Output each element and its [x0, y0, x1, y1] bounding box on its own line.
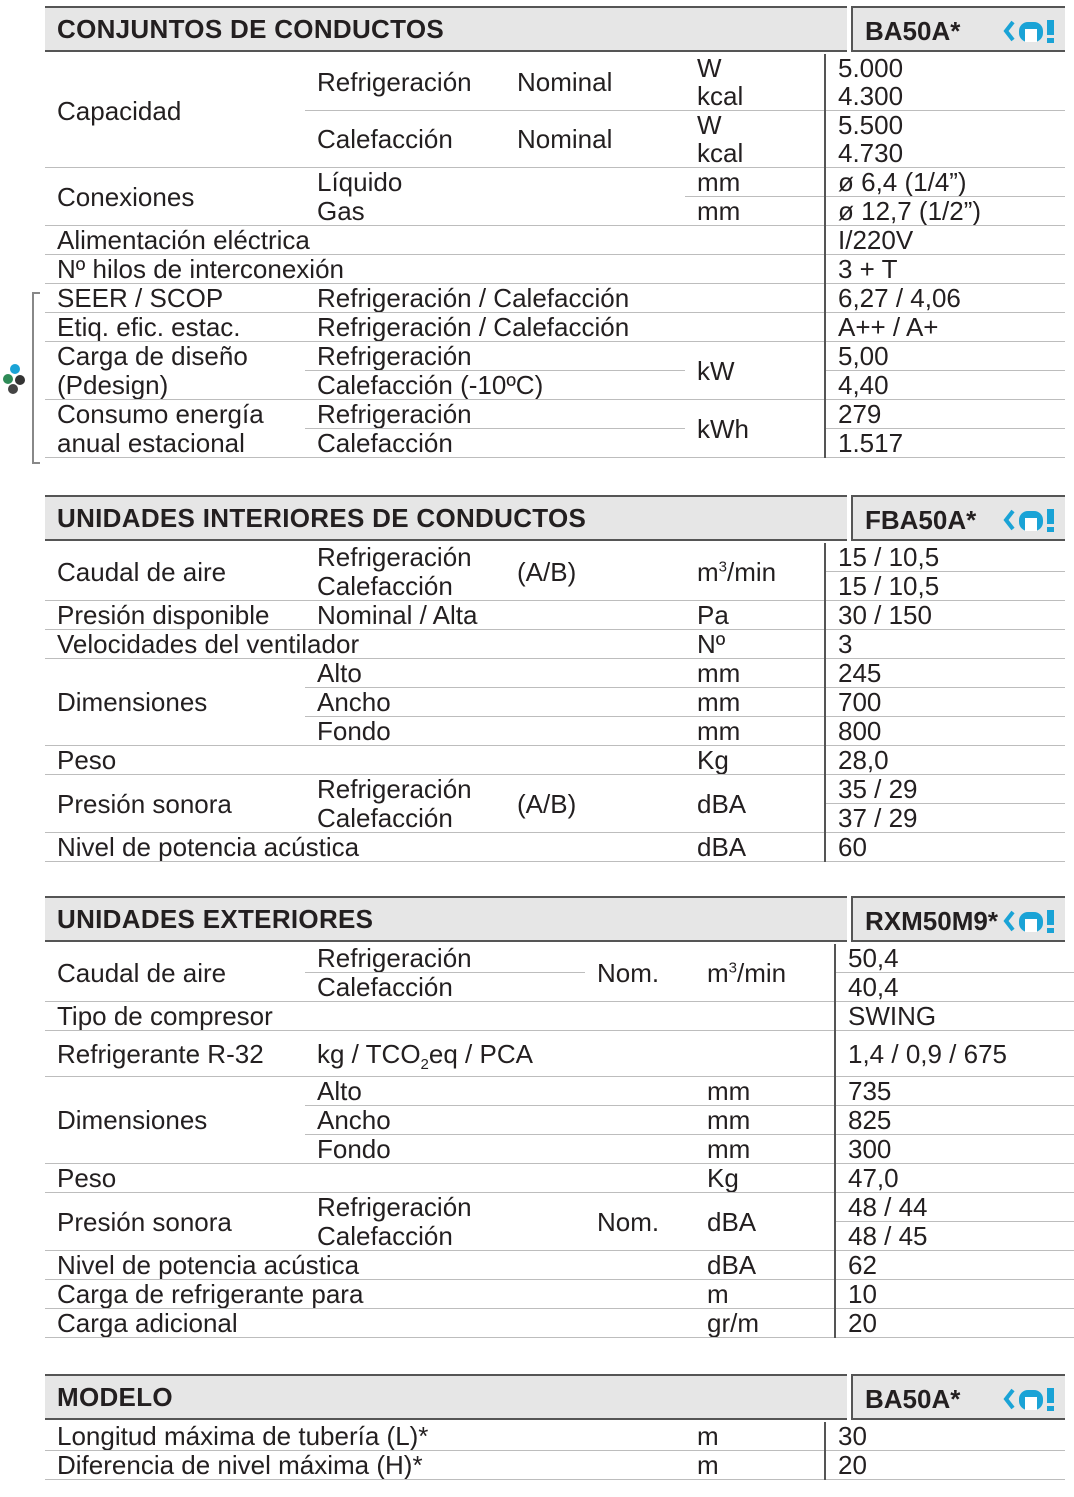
unit: m [685, 1451, 825, 1480]
model-name: BA50A* [865, 1384, 961, 1414]
row-label: (Pdesign) [45, 371, 305, 400]
sub-label: Calefacción (-10ºC) [305, 371, 685, 400]
unit: m [695, 1280, 835, 1309]
value: 1,4 / 0,9 / 675 [835, 1031, 1074, 1077]
sub-label: Nominal / Alta [305, 601, 685, 630]
row-label: Presión disponible [45, 601, 305, 630]
section-title: MODELO [45, 1374, 847, 1420]
row-label: Dimensiones [45, 1077, 305, 1164]
section-title: UNIDADES INTERIORES DE CONDUCTOS [45, 495, 847, 541]
value: 279 [825, 400, 1065, 429]
row-label: Velocidades del ventilador [45, 630, 685, 659]
model-name: RXM50M9* [865, 906, 998, 936]
model-header [851, 495, 1065, 541]
unit: kW [685, 342, 825, 400]
sub-label: Calefacción [305, 429, 685, 458]
value: 800 [825, 717, 1065, 746]
sub-label: (A/B) [505, 775, 685, 833]
unit: dBA [695, 1193, 835, 1251]
sub-label: Calefacción [305, 111, 505, 168]
row-label: Nivel de potencia acústica [45, 1251, 695, 1280]
value: 50,4 [835, 944, 1074, 973]
sub-label: Fondo [305, 717, 685, 746]
unit: dBA [685, 775, 825, 833]
row-label: Nº hilos de interconexión [45, 255, 825, 284]
value: 3 [825, 630, 1065, 659]
unit: kcal [685, 82, 825, 111]
value: 5.500 [825, 111, 1065, 140]
value: 40,4 [835, 973, 1074, 1002]
spec-table [45, 543, 1065, 862]
model-name: BA50A* [865, 16, 961, 46]
sub-label: Gas [305, 197, 685, 226]
value: ø 12,7 (1/2”) [825, 197, 1065, 226]
row-label: Carga adicional [45, 1309, 695, 1338]
value: 3 + T [825, 255, 1065, 284]
value: 48 / 45 [835, 1222, 1074, 1251]
row-label: Presión sonora [45, 775, 305, 833]
sub-label: Refrigeración [305, 400, 685, 429]
sub-label: Alto [305, 659, 685, 688]
sub-label: Refrigeración [305, 54, 505, 111]
row-label: Caudal de aire [45, 944, 305, 1002]
value: 6,27 / 4,06 [825, 284, 1065, 313]
value: 20 [835, 1309, 1074, 1338]
unit: mm [685, 197, 825, 226]
unit: W [697, 110, 722, 139]
value: 825 [835, 1106, 1074, 1135]
unit: mm [685, 659, 825, 688]
sub-label: Refrigeración [317, 543, 472, 572]
value: 20 [825, 1451, 1065, 1480]
unit: kWh [685, 400, 825, 458]
unit: Nº [685, 630, 825, 659]
row-label: Dimensiones [45, 659, 305, 746]
unit: mm [685, 688, 825, 717]
section-interiores [45, 495, 1065, 862]
unit: gr/m [695, 1309, 835, 1338]
eco-bracket [32, 292, 40, 464]
sub-label: Fondo [305, 1135, 695, 1164]
unit: mm [685, 168, 825, 197]
value: 4.300 [825, 82, 1065, 111]
value: 60 [825, 833, 1065, 862]
value: 5,00 [825, 342, 1065, 371]
row-label: Refrigerante R-32 [45, 1031, 305, 1077]
sub-label: Nominal [505, 54, 685, 111]
brand-logo-icon [1003, 16, 1059, 46]
unit: mm [695, 1106, 835, 1135]
section-title: UNIDADES EXTERIORES [45, 896, 847, 942]
row-label: Etiq. efic. estac. [45, 313, 305, 342]
model-header [851, 1374, 1065, 1420]
brand-logo-icon [1003, 505, 1059, 535]
unit: Kg [685, 746, 825, 775]
value: 245 [825, 659, 1065, 688]
unit: Pa [685, 601, 825, 630]
row-label: Conexiones [45, 168, 305, 226]
value: 35 / 29 [825, 775, 1065, 804]
unit: $m^3/\min$ [695, 944, 835, 1002]
row-label: Alimentación eléctrica [45, 226, 825, 255]
brand-logo-icon [1003, 906, 1059, 936]
sub-label: Ancho [305, 1106, 695, 1135]
row-label: Consumo energía [57, 399, 264, 429]
row-label: Carga de refrigerante para [45, 1280, 695, 1309]
sub-label: Refrigeración [317, 774, 472, 804]
sub-label: Refrigeración / Calefacción [305, 313, 825, 342]
value: 62 [835, 1251, 1074, 1280]
value: 15 / 10,5 [825, 572, 1065, 601]
value: 48 / 44 [835, 1193, 1074, 1222]
unit: Kg [695, 1164, 835, 1193]
value: 735 [835, 1077, 1074, 1106]
row-label: anual estacional [45, 429, 305, 458]
sub-label: Refrigeración [317, 1192, 472, 1222]
row-label: Diferencia de nivel máxima (H)* [45, 1451, 685, 1480]
sub-label: Calefacción [305, 973, 585, 1002]
row-label: Carga de diseño [57, 341, 248, 371]
row-label: Capacidad [45, 54, 305, 168]
sub-label: Calefacción [305, 804, 505, 833]
row-label: Peso [45, 746, 685, 775]
value: SWING [835, 1002, 1074, 1031]
sub-label: Refrigeración [305, 944, 585, 973]
brand-logo-icon [1003, 1384, 1059, 1414]
value: 15 / 10,5 [825, 543, 1065, 572]
value: 28,0 [825, 746, 1065, 775]
value: 4,40 [825, 371, 1065, 400]
value: 4.730 [825, 139, 1065, 168]
model-header [851, 6, 1065, 52]
unit: mm [695, 1135, 835, 1164]
spec-table [45, 1422, 1065, 1480]
spec-table [45, 54, 1065, 458]
section-modelo [45, 1374, 1065, 1480]
sub-label: Refrigeración / Calefacción [305, 284, 825, 313]
value: 5.000 [825, 54, 1065, 82]
value: 37 / 29 [825, 804, 1065, 833]
spec-table [45, 944, 1074, 1338]
unit: dBA [695, 1251, 835, 1280]
value: 1.517 [825, 429, 1065, 458]
value: 30 / 150 [825, 601, 1065, 630]
row-label: Caudal de aire [45, 543, 305, 601]
sub-label: (A/B) [505, 543, 685, 601]
unit: m [685, 1422, 825, 1451]
sub-label: Nom. [585, 944, 695, 1002]
sub-label: Calefacción [305, 1222, 585, 1251]
section-conjuntos [45, 6, 1065, 458]
sub-label: Nominal [505, 111, 685, 168]
section-title: CONJUNTOS DE CONDUCTOS [45, 6, 847, 52]
unit: mm [695, 1077, 835, 1106]
value: 700 [825, 688, 1065, 717]
row-label: Longitud máxima de tubería (L)* [45, 1422, 685, 1451]
value: A++ / A+ [825, 313, 1065, 342]
sub-label: Alto [305, 1077, 695, 1106]
sub-label: Líquido [317, 167, 403, 197]
row-label: Peso [45, 1164, 695, 1193]
eco-leaf-icon [0, 362, 30, 396]
value: 30 [825, 1422, 1065, 1451]
value: 10 [835, 1280, 1074, 1309]
sub-label: kg / $TCO_2eq$ / PCA [305, 1031, 835, 1077]
row-label: Tipo de compresor [45, 1002, 835, 1031]
sub-label: Calefacción [305, 572, 505, 601]
model-header [851, 896, 1065, 942]
row-label: Presión sonora [45, 1193, 305, 1251]
unit: mm [685, 717, 825, 746]
sub-label: Ancho [305, 688, 685, 717]
sub-label: Nom. [585, 1193, 695, 1251]
value: 47,0 [835, 1164, 1074, 1193]
row-label: SEER / SCOP [45, 284, 305, 313]
unit: W [697, 54, 722, 82]
section-exteriores [45, 896, 1065, 1338]
unit: $m^3/\min$ [685, 543, 825, 601]
model-name: FBA50A* [865, 505, 977, 535]
value: ø 6,4 (1/4”) [825, 168, 1065, 197]
unit: kcal [685, 139, 825, 168]
sub-label: Refrigeración [305, 342, 685, 371]
row-label: Nivel de potencia acústica [45, 833, 685, 862]
unit: dBA [685, 833, 825, 862]
value: 300 [835, 1135, 1074, 1164]
value: I/220V [825, 226, 1065, 255]
